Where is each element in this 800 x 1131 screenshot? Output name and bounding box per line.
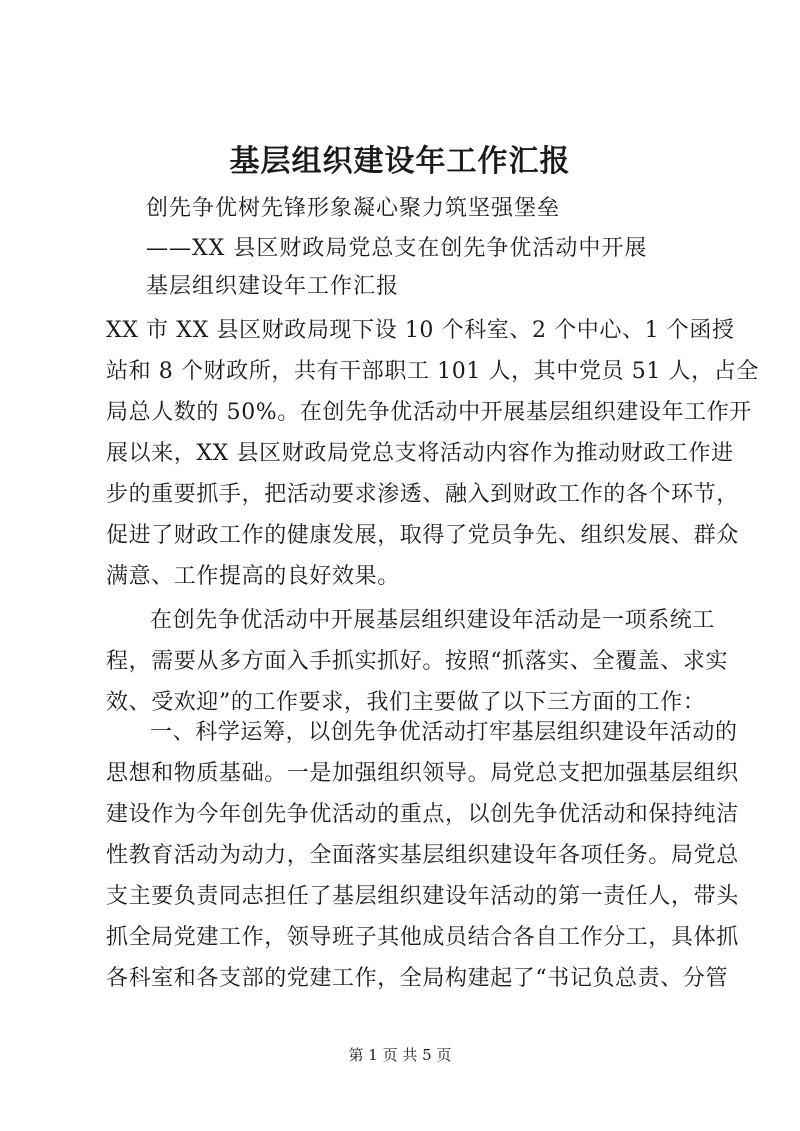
- paragraph-line: 促进了财政工作的健康发展，取得了党员争先、组织发展、群众: [106, 523, 739, 548]
- subtitle-line-3: 基层组织建设年工作汇报: [146, 274, 400, 299]
- paragraph-line: XX 市 XX 县区财政局现下设 10 个科室、2 个中心、1 个函授: [106, 318, 735, 343]
- paragraph-approach: [106, 600, 729, 723]
- paragraph-line: 满意、工作提高的良好效果。: [106, 564, 400, 589]
- paragraph-line: 步的重要抓手，把活动要求渗透、融入到财政工作的各个环节，: [106, 482, 739, 507]
- paragraph-line: 效、受欢迎”的工作要求，我们主要做了以下三方面的工作：: [106, 690, 706, 715]
- paragraph-line: 抓全局党建工作，领导班子其他成员结合各自工作分工，具体抓: [106, 925, 739, 950]
- page-footer: 第 1 页 共 5 页: [348, 1046, 452, 1064]
- subtitle-line-1: 创先争优树先锋形象凝心聚力筑坚强堡垒: [146, 196, 561, 221]
- paragraph-line: 展以来，XX 县区财政局党总支将活动内容作为推动财政工作进: [106, 441, 734, 466]
- subtitle-line-2: ——XX 县区财政局党总支在创先争优活动中开展: [146, 236, 648, 261]
- paragraph-line: 一、科学运筹，以创先争优活动打牢基层组织建设年活动的: [150, 720, 738, 745]
- paragraph-line: 程，需要从多方面入手抓实抓好。按照“抓落实、全覆盖、求实: [106, 649, 729, 674]
- paragraph-line: 在创先争优活动中开展基层组织建设年活动是一项系统工: [150, 608, 716, 633]
- paragraph-line: 局总人数的 50%。在创先争优活动中开展基层组织建设年工作开: [106, 400, 752, 425]
- paragraph-line: 支主要负责同志担任了基层组织建设年活动的第一责任人，带头: [106, 884, 739, 909]
- paragraph-line: 性教育活动为动力，全面落实基层组织建设年各项任务。局党总: [106, 843, 739, 868]
- page-title: 基层组织建设年工作汇报: [229, 144, 571, 179]
- paragraph-section-one: [106, 712, 739, 999]
- paragraph-overview: [106, 310, 759, 597]
- paragraph-line: 各科室和各支部的党建工作，全局构建起了“书记负总责、分管: [106, 966, 729, 991]
- paragraph-line: 思想和物质基础。一是加强组织领导。局党总支把加强基层组织: [106, 761, 739, 786]
- paragraph-line: 站和 8 个财政所，共有干部职工 101 人，其中党员 51 人，占全: [106, 359, 759, 384]
- paragraph-line: 建设作为今年创先争优活动的重点，以创先争优活动和保持纯洁: [106, 802, 739, 827]
